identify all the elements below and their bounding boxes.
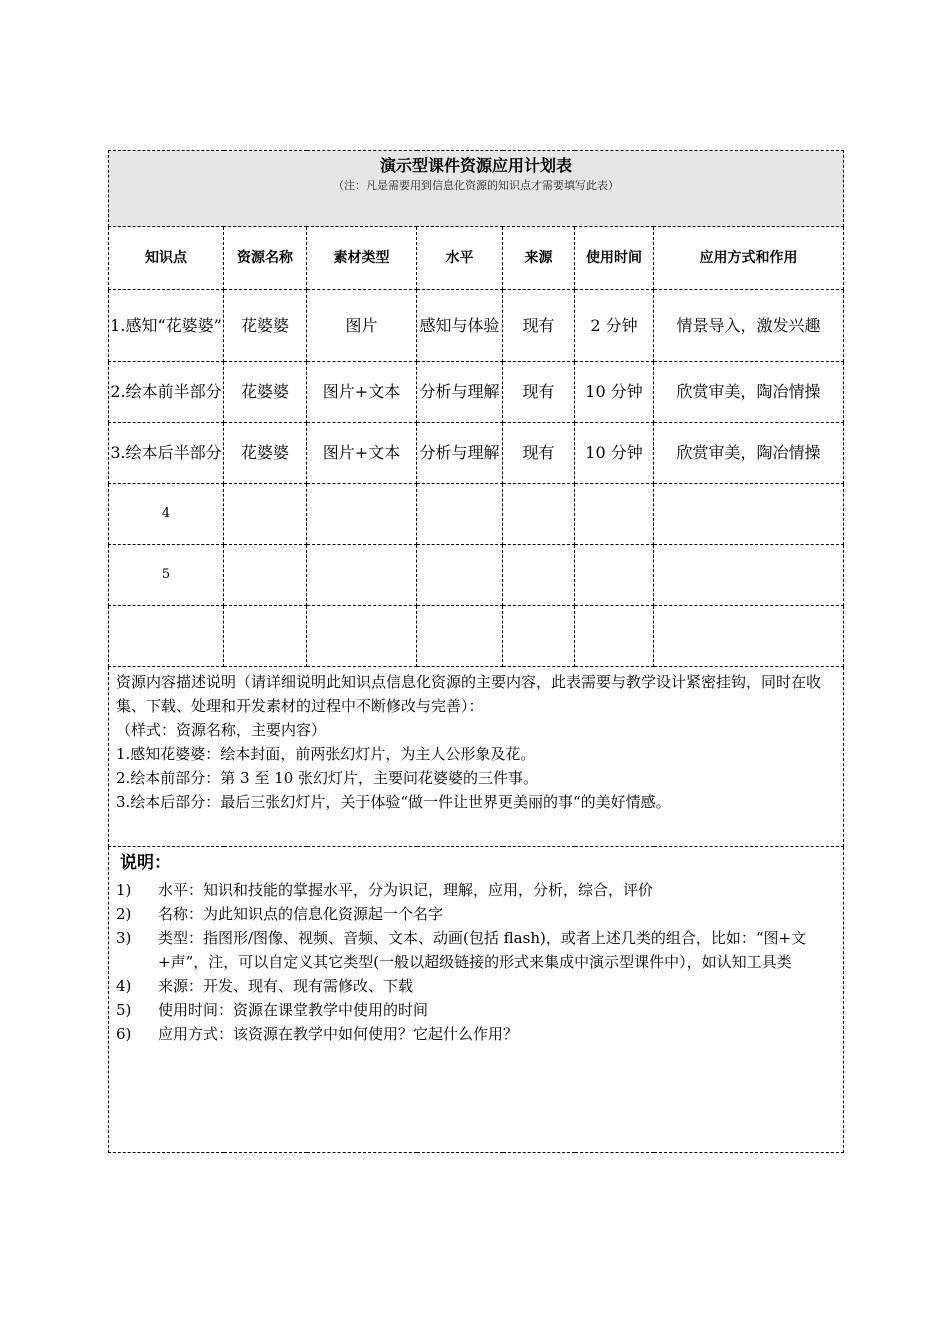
cell-source <box>503 484 575 545</box>
cell-usage-time <box>575 484 654 545</box>
cell-application: 情景导入，激发兴趣 <box>654 290 844 362</box>
note-number: 4) <box>116 977 132 995</box>
note-number: 3) <box>116 929 132 947</box>
resource-plan-table <box>108 150 844 1153</box>
table-row <box>109 362 844 423</box>
cell-resource-name: 花婆婆 <box>224 362 307 423</box>
cell-resource-name: 花婆婆 <box>224 423 307 484</box>
cell-source: 现有 <box>503 290 575 362</box>
notes-title: 说明： <box>120 853 171 873</box>
header-usage-time: 使用时间 <box>575 227 654 290</box>
cell-resource-name <box>224 545 307 606</box>
table-row <box>109 545 844 606</box>
title-cell <box>109 151 844 227</box>
cell-source <box>503 606 575 667</box>
cell-application: 欣赏审美，陶冶情操 <box>654 362 844 423</box>
cell-application <box>654 606 844 667</box>
resource-description <box>109 667 844 847</box>
description-item: 3.绘本后部分：最后三张幻灯片，关于体验“做一件让世界更美丽的事“的美好情感。 <box>116 793 671 811</box>
cell-resource-name <box>224 606 307 667</box>
header-knowledge-point: 知识点 <box>109 227 224 290</box>
cell-level <box>417 484 503 545</box>
table-row <box>109 484 844 545</box>
cell-source: 现有 <box>503 362 575 423</box>
note-number: 1) <box>116 881 132 899</box>
table-row <box>109 290 844 362</box>
cell-material-type <box>307 484 417 545</box>
header-material-type: 素材类型 <box>307 227 417 290</box>
note-item <box>116 1022 837 1046</box>
cell-level: 分析与理解 <box>417 362 503 423</box>
description-intro: 资源内容描述说明（请详细说明此知识点信息化资源的主要内容，此表需要与教学设计紧密挂钩，同时在收集、下载、处理和开发素材的过程中不断修改与完善）： <box>116 673 822 715</box>
note-number: 6) <box>116 1025 132 1043</box>
cell-knowledge-point: 2.绘本前半部分 <box>109 362 224 423</box>
table-row <box>109 423 844 484</box>
cell-application: 欣赏审美，陶冶情操 <box>654 423 844 484</box>
cell-knowledge-point: 4 <box>109 484 224 545</box>
cell-application <box>654 545 844 606</box>
cell-usage-time: 10 分钟 <box>575 423 654 484</box>
note-item <box>116 878 837 902</box>
note-number: 5) <box>116 1001 132 1019</box>
cell-application <box>654 484 844 545</box>
cell-level: 感知与体验 <box>417 290 503 362</box>
header-level: 水平 <box>417 227 503 290</box>
cell-level <box>417 545 503 606</box>
note-text: 应用方式：该资源在教学中如何使用？它起什么作用？ <box>158 1025 519 1043</box>
cell-resource-name <box>224 484 307 545</box>
note-text: 名称：为此知识点的信息化资源起一个名字 <box>158 905 444 923</box>
description-item: 1.感知花婆婆：绘本封面，前两张幻灯片，为主人公形象及花。 <box>116 745 536 763</box>
page-subtitle: （注：凡是需要用到信息化资源的知识点才需要填写此表） <box>333 179 619 192</box>
note-item <box>116 902 837 926</box>
note-number: 2) <box>116 905 132 923</box>
note-text: 来源：开发、现有、现有需修改、下载 <box>158 977 414 995</box>
cell-material-type <box>307 545 417 606</box>
cell-usage-time: 2 分钟 <box>575 290 654 362</box>
cell-knowledge-point <box>109 606 224 667</box>
note-text: 类型：指图形/图像、视频、音频、文本、动画(包括 flash)，或者上述几类的组合，比如：“图+文+声”，注，可以自定义其它类型(一般以超级链接的形式来集成中演示型课件中），如认知工具类 <box>158 929 807 971</box>
notes-section <box>109 847 844 1153</box>
table-row <box>109 606 844 667</box>
cell-material-type: 图片 <box>307 290 417 362</box>
note-item <box>116 974 837 998</box>
cell-source <box>503 545 575 606</box>
header-application: 应用方式和作用 <box>654 227 844 290</box>
cell-knowledge-point: 5 <box>109 545 224 606</box>
cell-level <box>417 606 503 667</box>
table-header-row <box>109 227 844 290</box>
note-text: 水平：知识和技能的掌握水平，分为识记，理解，应用，分析，综合，评价 <box>158 881 654 899</box>
note-item <box>116 998 837 1022</box>
note-text: 使用时间：资源在课堂教学中使用的时间 <box>158 1001 429 1019</box>
description-format: （样式：资源名称，主要内容） <box>116 721 327 739</box>
description-item: 2.绘本前部分：第 3 至 10 张幻灯片，主要问花婆婆的三件事。 <box>116 769 539 787</box>
cell-material-type: 图片+文本 <box>307 362 417 423</box>
header-resource-name: 资源名称 <box>224 227 307 290</box>
header-source: 来源 <box>503 227 575 290</box>
cell-resource-name: 花婆婆 <box>224 290 307 362</box>
cell-usage-time: 10 分钟 <box>575 362 654 423</box>
cell-knowledge-point: 1.感知“花婆婆” <box>109 290 224 362</box>
cell-usage-time <box>575 606 654 667</box>
cell-knowledge-point: 3.绘本后半部分 <box>109 423 224 484</box>
cell-usage-time <box>575 545 654 606</box>
cell-material-type <box>307 606 417 667</box>
note-item <box>116 926 837 974</box>
cell-material-type: 图片+文本 <box>307 423 417 484</box>
page-title: 演示型课件资源应用计划表 <box>379 156 572 175</box>
cell-source: 现有 <box>503 423 575 484</box>
cell-level: 分析与理解 <box>417 423 503 484</box>
